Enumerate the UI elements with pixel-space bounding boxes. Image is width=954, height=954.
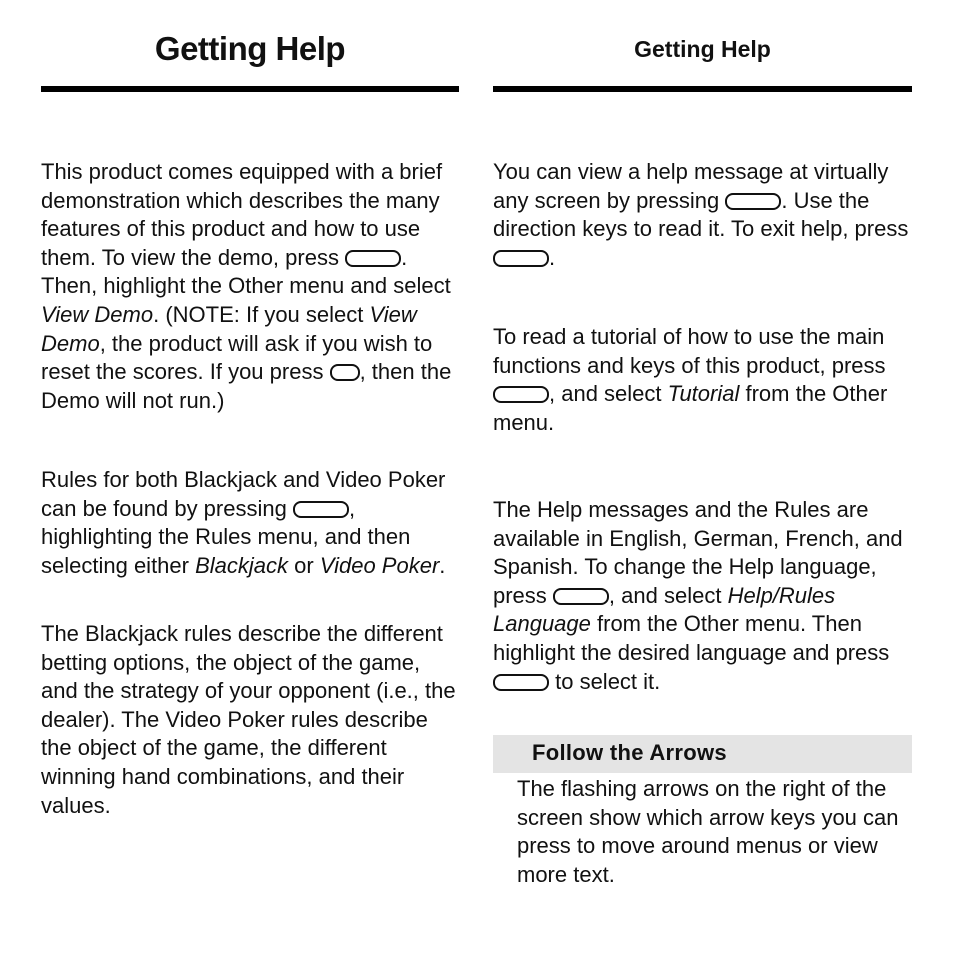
key-button-icon [293,501,349,518]
left-header [41,0,459,94]
help-paragraph: You can view a help message at virtually any screen by pressing . Use the direction keys to read it. To exit help, press . [493,159,909,270]
left-column [41,0,459,818]
header-rule [493,86,912,92]
section-title: Getting Help [634,36,771,62]
right-column [493,0,912,887]
right-header [493,0,912,94]
key-button-icon [493,386,549,403]
key-button-icon [553,588,609,605]
key-button-icon [493,250,549,267]
key-button-icon [330,364,360,381]
rules-paragraph: Rules for both Blackjack and Video Poker can be found by pressing , highlighting the Rules menu, and then selecting either Blackjack or Video Poker. [41,467,446,578]
page-title: Getting Help [154,30,346,67]
key-button-icon [493,674,549,691]
language-paragraph: The Help messages and the Rules are available in English, German, French, and Spanish. To change the Help language, press , and select Help/Rules Language from the Other menu. Then highlight the desired language and press to select it. [493,497,903,694]
key-button-icon [345,250,401,267]
key-button-icon [725,193,781,210]
blackjack-paragraph: The Blackjack rules describe the different betting options, the object of the game, and the strategy of your opponent (i.e., the dealer). The Video Poker rules describe the object of the game, the different winning hand combinations, and their values. [41,621,456,818]
header-rule [41,86,459,92]
arrows-heading: Follow the Arrows [532,740,727,765]
demo-paragraph: This product comes equipped with a brief demonstration which describes the many features of this product and how to use them. To view the demo, press . Then, highlight the Other menu and select View Demo. (NOTE: If you select View Demo, the product will ask if you wish to reset the scores. If you press , then the Demo will not run.) [41,159,452,413]
arrows-paragraph: The flashing arrows on the right of the screen show which arrow keys you can press to move around menus or view more text. [517,776,899,887]
arrows-heading-bar [493,735,912,773]
tutorial-paragraph: To read a tutorial of how to use the main functions and keys of this product, press , and select Tutorial from the Other menu. [493,324,888,435]
